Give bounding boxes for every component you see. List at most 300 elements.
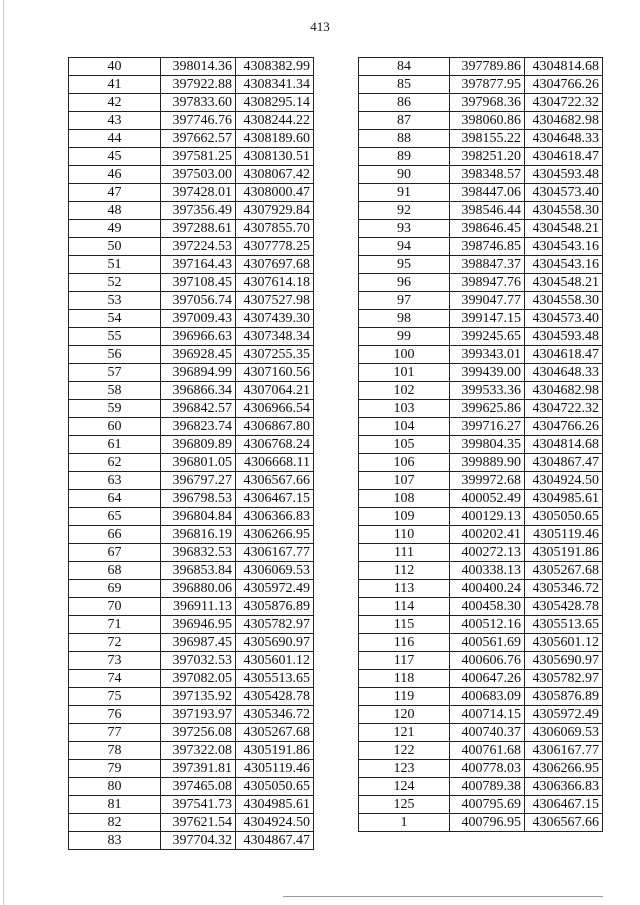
- point-number-cell: 83: [69, 832, 161, 850]
- point-number-cell: 48: [69, 202, 161, 220]
- table-row: [359, 670, 603, 688]
- y-coordinate-cell: 4304618.47: [525, 148, 603, 166]
- y-coordinate-cell: 4304593.48: [525, 328, 603, 346]
- y-coordinate-cell: 4306069.53: [525, 724, 603, 742]
- y-coordinate-cell: 4304543.16: [525, 238, 603, 256]
- table-row: [359, 454, 603, 472]
- point-number-cell: 102: [359, 382, 450, 400]
- table-row: [69, 634, 314, 652]
- y-coordinate-cell: 4305782.97: [236, 616, 314, 634]
- table-row: [359, 112, 603, 130]
- point-number-cell: 53: [69, 292, 161, 310]
- point-number-cell: 67: [69, 544, 161, 562]
- table-row: [69, 814, 314, 832]
- point-number-cell: 41: [69, 76, 161, 94]
- y-coordinate-cell: 4304814.68: [525, 436, 603, 454]
- point-number-cell: 61: [69, 436, 161, 454]
- point-number-cell: 62: [69, 454, 161, 472]
- x-coordinate-cell: 400740.37: [450, 724, 525, 742]
- x-coordinate-cell: 396866.34: [161, 382, 236, 400]
- point-number-cell: 72: [69, 634, 161, 652]
- y-coordinate-cell: 4304593.48: [525, 166, 603, 184]
- table-row: [69, 652, 314, 670]
- y-coordinate-cell: 4306966.54: [236, 400, 314, 418]
- table-row: [359, 400, 603, 418]
- table-row: [359, 760, 603, 778]
- y-coordinate-cell: 4308130.51: [236, 148, 314, 166]
- point-number-cell: 71: [69, 616, 161, 634]
- table-row: [69, 94, 314, 112]
- point-number-cell: 55: [69, 328, 161, 346]
- point-number-cell: 75: [69, 688, 161, 706]
- point-number-cell: 100: [359, 346, 450, 364]
- point-number-cell: 111: [359, 544, 450, 562]
- table-row: [359, 184, 603, 202]
- point-number-cell: 78: [69, 742, 161, 760]
- point-number-cell: 104: [359, 418, 450, 436]
- table-row: [359, 130, 603, 148]
- x-coordinate-cell: 396842.57: [161, 400, 236, 418]
- table-row: [359, 490, 603, 508]
- y-coordinate-cell: 4305050.65: [525, 508, 603, 526]
- x-coordinate-cell: 396816.19: [161, 526, 236, 544]
- table-row: [359, 796, 603, 814]
- x-coordinate-cell: 398546.44: [450, 202, 525, 220]
- table-row: [69, 832, 314, 850]
- x-coordinate-cell: 398155.22: [450, 130, 525, 148]
- x-coordinate-cell: 396809.89: [161, 436, 236, 454]
- y-coordinate-cell: 4307255.35: [236, 346, 314, 364]
- x-coordinate-cell: 397193.97: [161, 706, 236, 724]
- point-number-cell: 101: [359, 364, 450, 382]
- y-coordinate-cell: 4306266.95: [525, 760, 603, 778]
- y-coordinate-cell: 4307527.98: [236, 292, 314, 310]
- x-coordinate-cell: 397877.95: [450, 76, 525, 94]
- table-row: [69, 220, 314, 238]
- y-coordinate-cell: 4308295.14: [236, 94, 314, 112]
- y-coordinate-cell: 4305972.49: [525, 706, 603, 724]
- x-coordinate-cell: 397968.36: [450, 94, 525, 112]
- bottom-rule: [283, 896, 603, 897]
- x-coordinate-cell: 400052.49: [450, 490, 525, 508]
- y-coordinate-cell: 4308382.99: [236, 58, 314, 76]
- x-coordinate-cell: 397391.81: [161, 760, 236, 778]
- y-coordinate-cell: 4304924.50: [236, 814, 314, 832]
- x-coordinate-cell: 398251.20: [450, 148, 525, 166]
- x-coordinate-cell: 396911.13: [161, 598, 236, 616]
- point-number-cell: 49: [69, 220, 161, 238]
- table-row: [359, 652, 603, 670]
- x-coordinate-cell: 396797.27: [161, 472, 236, 490]
- table-row: [359, 76, 603, 94]
- y-coordinate-cell: 4304558.30: [525, 292, 603, 310]
- point-number-cell: 40: [69, 58, 161, 76]
- point-number-cell: 118: [359, 670, 450, 688]
- table-row: [69, 544, 314, 562]
- point-number-cell: 87: [359, 112, 450, 130]
- y-coordinate-cell: 4308244.22: [236, 112, 314, 130]
- table-row: [69, 436, 314, 454]
- point-number-cell: 120: [359, 706, 450, 724]
- point-number-cell: 90: [359, 166, 450, 184]
- y-coordinate-cell: 4307929.84: [236, 202, 314, 220]
- x-coordinate-cell: 397621.54: [161, 814, 236, 832]
- point-number-cell: 45: [69, 148, 161, 166]
- table-row: [359, 562, 603, 580]
- y-coordinate-cell: 4304867.47: [525, 454, 603, 472]
- table-row: [69, 796, 314, 814]
- x-coordinate-cell: 397164.43: [161, 256, 236, 274]
- x-coordinate-cell: 396832.53: [161, 544, 236, 562]
- table-row: [69, 508, 314, 526]
- y-coordinate-cell: 4305050.65: [236, 778, 314, 796]
- point-number-cell: 97: [359, 292, 450, 310]
- y-coordinate-cell: 4304814.68: [525, 58, 603, 76]
- x-coordinate-cell: 398447.06: [450, 184, 525, 202]
- table-row: [359, 328, 603, 346]
- point-number-cell: 119: [359, 688, 450, 706]
- y-coordinate-cell: 4305191.86: [525, 544, 603, 562]
- table-row: [69, 760, 314, 778]
- y-coordinate-cell: 4305601.12: [525, 634, 603, 652]
- x-coordinate-cell: 396966.63: [161, 328, 236, 346]
- point-number-cell: 51: [69, 256, 161, 274]
- x-coordinate-cell: 400338.13: [450, 562, 525, 580]
- x-coordinate-cell: 397922.88: [161, 76, 236, 94]
- x-coordinate-cell: 400458.30: [450, 598, 525, 616]
- x-coordinate-cell: 397465.08: [161, 778, 236, 796]
- x-coordinate-cell: 399716.27: [450, 418, 525, 436]
- x-coordinate-cell: 398060.86: [450, 112, 525, 130]
- y-coordinate-cell: 4304548.21: [525, 220, 603, 238]
- table-row: [69, 418, 314, 436]
- table-row: [69, 454, 314, 472]
- point-number-cell: 56: [69, 346, 161, 364]
- x-coordinate-cell: 397789.86: [450, 58, 525, 76]
- point-number-cell: 124: [359, 778, 450, 796]
- point-number-cell: 125: [359, 796, 450, 814]
- point-number-cell: 103: [359, 400, 450, 418]
- y-coordinate-cell: 4307614.18: [236, 274, 314, 292]
- point-number-cell: 79: [69, 760, 161, 778]
- y-coordinate-cell: 4306467.15: [525, 796, 603, 814]
- point-number-cell: 92: [359, 202, 450, 220]
- x-coordinate-cell: 396880.06: [161, 580, 236, 598]
- y-coordinate-cell: 4304573.40: [525, 184, 603, 202]
- point-number-cell: 93: [359, 220, 450, 238]
- y-coordinate-cell: 4304682.98: [525, 112, 603, 130]
- x-coordinate-cell: 397082.05: [161, 670, 236, 688]
- y-coordinate-cell: 4304722.32: [525, 400, 603, 418]
- point-number-cell: 117: [359, 652, 450, 670]
- table-row: [359, 382, 603, 400]
- table-row: [359, 724, 603, 742]
- y-coordinate-cell: 4306768.24: [236, 436, 314, 454]
- x-coordinate-cell: 397056.74: [161, 292, 236, 310]
- x-coordinate-cell: 396804.84: [161, 508, 236, 526]
- y-coordinate-cell: 4307348.34: [236, 328, 314, 346]
- x-coordinate-cell: 397032.53: [161, 652, 236, 670]
- point-number-cell: 59: [69, 400, 161, 418]
- table-row: [69, 292, 314, 310]
- point-number-cell: 60: [69, 418, 161, 436]
- x-coordinate-cell: 398746.85: [450, 238, 525, 256]
- y-coordinate-cell: 4306668.11: [236, 454, 314, 472]
- x-coordinate-cell: 400647.26: [450, 670, 525, 688]
- table-row: [359, 202, 603, 220]
- table-row: [359, 148, 603, 166]
- point-number-cell: 95: [359, 256, 450, 274]
- point-number-cell: 74: [69, 670, 161, 688]
- y-coordinate-cell: 4307855.70: [236, 220, 314, 238]
- table-row: [69, 328, 314, 346]
- x-coordinate-cell: 400795.69: [450, 796, 525, 814]
- x-coordinate-cell: 396987.45: [161, 634, 236, 652]
- page-number: 413: [310, 19, 330, 34]
- x-coordinate-cell: 399972.68: [450, 472, 525, 490]
- table-row: [359, 526, 603, 544]
- table-row: [359, 634, 603, 652]
- x-coordinate-cell: 398646.45: [450, 220, 525, 238]
- table-row: [359, 598, 603, 616]
- table-row: [359, 166, 603, 184]
- y-coordinate-cell: 4305267.68: [236, 724, 314, 742]
- y-coordinate-cell: 4305690.97: [525, 652, 603, 670]
- y-coordinate-cell: 4304648.33: [525, 130, 603, 148]
- x-coordinate-cell: 397135.92: [161, 688, 236, 706]
- table-row: [69, 148, 314, 166]
- table-row: [69, 166, 314, 184]
- y-coordinate-cell: 4305876.89: [525, 688, 603, 706]
- table-row: [69, 202, 314, 220]
- x-coordinate-cell: 396894.99: [161, 364, 236, 382]
- point-number-cell: 64: [69, 490, 161, 508]
- table-row: [69, 688, 314, 706]
- y-coordinate-cell: 4308067.42: [236, 166, 314, 184]
- x-coordinate-cell: 396823.74: [161, 418, 236, 436]
- x-coordinate-cell: 397662.57: [161, 130, 236, 148]
- point-number-cell: 98: [359, 310, 450, 328]
- point-number-cell: 108: [359, 490, 450, 508]
- table-row: [69, 742, 314, 760]
- table-row: [69, 616, 314, 634]
- x-coordinate-cell: 399343.01: [450, 346, 525, 364]
- x-coordinate-cell: 397288.61: [161, 220, 236, 238]
- x-coordinate-cell: 400778.03: [450, 760, 525, 778]
- x-coordinate-cell: 396798.53: [161, 490, 236, 508]
- point-number-cell: 1: [359, 814, 450, 832]
- y-coordinate-cell: 4304985.61: [525, 490, 603, 508]
- table-row: [69, 256, 314, 274]
- x-coordinate-cell: 396946.95: [161, 616, 236, 634]
- table-row: [359, 472, 603, 490]
- point-number-cell: 96: [359, 274, 450, 292]
- y-coordinate-cell: 4304543.16: [525, 256, 603, 274]
- y-coordinate-cell: 4307697.68: [236, 256, 314, 274]
- x-coordinate-cell: 400683.09: [450, 688, 525, 706]
- point-number-cell: 58: [69, 382, 161, 400]
- table-row: [69, 724, 314, 742]
- x-coordinate-cell: 397108.45: [161, 274, 236, 292]
- y-coordinate-cell: 4306167.77: [236, 544, 314, 562]
- y-coordinate-cell: 4305191.86: [236, 742, 314, 760]
- table-row: [359, 436, 603, 454]
- x-coordinate-cell: 397224.53: [161, 238, 236, 256]
- y-coordinate-cell: 4305690.97: [236, 634, 314, 652]
- point-number-cell: 63: [69, 472, 161, 490]
- table-row: [359, 220, 603, 238]
- y-coordinate-cell: 4305601.12: [236, 652, 314, 670]
- point-number-cell: 43: [69, 112, 161, 130]
- table-row: [69, 400, 314, 418]
- point-number-cell: 99: [359, 328, 450, 346]
- y-coordinate-cell: 4305782.97: [525, 670, 603, 688]
- table-row: [359, 364, 603, 382]
- table-row: [69, 112, 314, 130]
- table-row: [69, 58, 314, 76]
- table-row: [69, 238, 314, 256]
- x-coordinate-cell: 396928.45: [161, 346, 236, 364]
- y-coordinate-cell: 4304766.26: [525, 418, 603, 436]
- table-row: [359, 616, 603, 634]
- table-row: [359, 706, 603, 724]
- table-row: [359, 418, 603, 436]
- table-row: [359, 94, 603, 112]
- y-coordinate-cell: 4304558.30: [525, 202, 603, 220]
- y-coordinate-cell: 4307439.30: [236, 310, 314, 328]
- table-row: [69, 706, 314, 724]
- point-number-cell: 69: [69, 580, 161, 598]
- y-coordinate-cell: 4304924.50: [525, 472, 603, 490]
- y-coordinate-cell: 4305267.68: [525, 562, 603, 580]
- point-number-cell: 86: [359, 94, 450, 112]
- point-number-cell: 44: [69, 130, 161, 148]
- y-coordinate-cell: 4305119.46: [236, 760, 314, 778]
- table-row: [359, 544, 603, 562]
- table-row: [69, 472, 314, 490]
- x-coordinate-cell: 397541.73: [161, 796, 236, 814]
- point-number-cell: 122: [359, 742, 450, 760]
- x-coordinate-cell: 398348.57: [450, 166, 525, 184]
- y-coordinate-cell: 4304722.32: [525, 94, 603, 112]
- x-coordinate-cell: 399439.00: [450, 364, 525, 382]
- table-row: [69, 490, 314, 508]
- point-number-cell: 113: [359, 580, 450, 598]
- table-row: [69, 346, 314, 364]
- x-coordinate-cell: 396853.84: [161, 562, 236, 580]
- x-coordinate-cell: 399245.65: [450, 328, 525, 346]
- table-row: [359, 580, 603, 598]
- point-number-cell: 65: [69, 508, 161, 526]
- point-number-cell: 47: [69, 184, 161, 202]
- x-coordinate-cell: 397356.49: [161, 202, 236, 220]
- point-number-cell: 66: [69, 526, 161, 544]
- point-number-cell: 42: [69, 94, 161, 112]
- table-row: [359, 688, 603, 706]
- table-row: [69, 778, 314, 796]
- point-number-cell: 57: [69, 364, 161, 382]
- x-coordinate-cell: 400789.38: [450, 778, 525, 796]
- point-number-cell: 105: [359, 436, 450, 454]
- y-coordinate-cell: 4307064.21: [236, 382, 314, 400]
- point-number-cell: 109: [359, 508, 450, 526]
- x-coordinate-cell: 400561.69: [450, 634, 525, 652]
- y-coordinate-cell: 4304618.47: [525, 346, 603, 364]
- point-number-cell: 82: [69, 814, 161, 832]
- y-coordinate-cell: 4308189.60: [236, 130, 314, 148]
- coordinates-table-left: [68, 57, 314, 850]
- table-row: [359, 256, 603, 274]
- page-edge: [3, 0, 4, 905]
- table-row: [69, 364, 314, 382]
- table-row: [69, 184, 314, 202]
- table-row: [359, 310, 603, 328]
- x-coordinate-cell: 397833.60: [161, 94, 236, 112]
- x-coordinate-cell: 400761.68: [450, 742, 525, 760]
- x-coordinate-cell: 400796.95: [450, 814, 525, 832]
- point-number-cell: 106: [359, 454, 450, 472]
- x-coordinate-cell: 397746.76: [161, 112, 236, 130]
- y-coordinate-cell: 4304573.40: [525, 310, 603, 328]
- x-coordinate-cell: 400714.15: [450, 706, 525, 724]
- x-coordinate-cell: 399625.86: [450, 400, 525, 418]
- y-coordinate-cell: 4304682.98: [525, 382, 603, 400]
- x-coordinate-cell: 397503.00: [161, 166, 236, 184]
- y-coordinate-cell: 4304548.21: [525, 274, 603, 292]
- x-coordinate-cell: 400272.13: [450, 544, 525, 562]
- y-coordinate-cell: 4306366.83: [525, 778, 603, 796]
- x-coordinate-cell: 400202.41: [450, 526, 525, 544]
- point-number-cell: 112: [359, 562, 450, 580]
- y-coordinate-cell: 4304985.61: [236, 796, 314, 814]
- y-coordinate-cell: 4305346.72: [236, 706, 314, 724]
- y-coordinate-cell: 4305513.65: [236, 670, 314, 688]
- table-row: [359, 778, 603, 796]
- point-number-cell: 80: [69, 778, 161, 796]
- point-number-cell: 94: [359, 238, 450, 256]
- point-number-cell: 91: [359, 184, 450, 202]
- table-row: [69, 526, 314, 544]
- y-coordinate-cell: 4306069.53: [236, 562, 314, 580]
- y-coordinate-cell: 4305119.46: [525, 526, 603, 544]
- table-row: [69, 670, 314, 688]
- y-coordinate-cell: 4306467.15: [236, 490, 314, 508]
- x-coordinate-cell: 399047.77: [450, 292, 525, 310]
- point-number-cell: 46: [69, 166, 161, 184]
- y-coordinate-cell: 4307160.56: [236, 364, 314, 382]
- y-coordinate-cell: 4305972.49: [236, 580, 314, 598]
- y-coordinate-cell: 4306867.80: [236, 418, 314, 436]
- x-coordinate-cell: 400400.24: [450, 580, 525, 598]
- point-number-cell: 54: [69, 310, 161, 328]
- table-row: [69, 130, 314, 148]
- point-number-cell: 107: [359, 472, 450, 490]
- point-number-cell: 121: [359, 724, 450, 742]
- point-number-cell: 73: [69, 652, 161, 670]
- table-row: [359, 346, 603, 364]
- y-coordinate-cell: 4306266.95: [236, 526, 314, 544]
- y-coordinate-cell: 4306366.83: [236, 508, 314, 526]
- x-coordinate-cell: 399804.35: [450, 436, 525, 454]
- x-coordinate-cell: 397322.08: [161, 742, 236, 760]
- x-coordinate-cell: 400606.76: [450, 652, 525, 670]
- point-number-cell: 123: [359, 760, 450, 778]
- y-coordinate-cell: 4307778.25: [236, 238, 314, 256]
- x-coordinate-cell: 397256.08: [161, 724, 236, 742]
- table-row: [69, 76, 314, 94]
- table-row: [69, 274, 314, 292]
- table-row: [69, 562, 314, 580]
